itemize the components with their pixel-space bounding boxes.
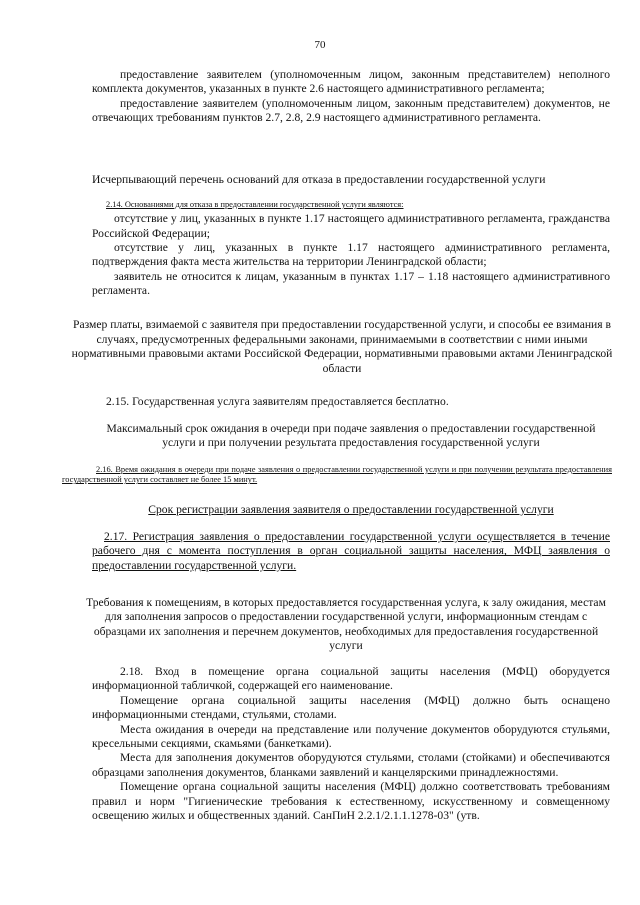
registration-text: 2.17. Регистрация заявления о предоставлении государственной услуги осуществляется в течение рабочего дня с момента поступления в орган социальной защиты населения, МФЦ заявления о предоставлении государственной услуги. (92, 530, 610, 572)
intro-paragraph-2: предоставление заявителем (уполномоченным лицом, законным представителем) документов, не отвечающих требованиям пунктов 2.7, 2.8, 2.9 настоящего административного регламента. (92, 96, 610, 125)
premises-paragraph-1: 2.18. Вход в помещение органа социальной защиты населения (МФЦ) оборудуется информационной табличкой, содержащей его наименование. (92, 665, 610, 693)
fee-heading: Размер платы, взимаемой с заявителя при предоставлении государственной услуги, и способы ее взимания в случаях, предусмотренных федеральными законами, принимаемыми в соответствии с ними иными нормативными правовыми актами Российской Федерации, нормативными правовыми актами Ленинградской области (71, 318, 613, 375)
premises-paragraph-4: Места для заполнения документов оборудуются стульями, столами (стойками) и обеспечиваются образцами заполнения документов, бланками заявлений и канцелярскими принадлежностями. (92, 751, 610, 779)
registration-heading: Срок регистрации заявления заявителя о предоставлении государственной услуги (148, 503, 554, 516)
premises-paragraph-3: Места ожидания в очереди на представление или получение документов оборудуются стульями, кресельными секциями, скамьями (банкетками). (92, 722, 610, 751)
fee-text: 2.15. Государственная услуга заявителям предоставляется бесплатно. (106, 395, 449, 408)
premises-heading: Требования к помещениям, в которых предоставляется государственная услуга, к залу ожидания, местам для заполнения запросов о предоставлении государственной услуги, информационным стендам с образцами их заполнения и перечнем документов, необходимых для предоставления государственной услуги (86, 596, 606, 653)
intro-paragraph-1: предоставление заявителем (уполномоченным лицом, законным представителем) неполного комплекта документов, указанных в пункте 2.6 настоящего административного регламента; (92, 68, 610, 96)
page-number: 70 (314, 39, 326, 51)
premises-section (92, 665, 610, 823)
refusal-section (92, 200, 610, 299)
refusal-lead: 2.14. Основаниями для отказа в предоставлении государственной услуги являются: (106, 200, 404, 209)
refusal-item-3: заявитель не относится к лицам, указанным в пунктах 1.17 – 1.18 настоящего административного регламента. (92, 269, 610, 298)
waiting-text: 2.16. Время ожидания в очереди при подаче заявления о предоставлении государственной услуги и при получении результата предоставления государственной услуги составляет не более 15 минут. (62, 465, 612, 485)
refusal-item-2: отсутствие у лиц, указанных в пункте 1.17 настоящего административного регламента, подтверждения факта места жительства на территории Ленинградской области; (92, 241, 610, 269)
waiting-heading: Максимальный срок ожидания в очереди при подаче заявления о предоставлении государственной услуги и при получении результата предоставления государственной услуги (106, 422, 596, 450)
premises-paragraph-2: Помещение органа социальной защиты населения (МФЦ) должно быть оснащено информационными стендами, стульями, столами. (92, 693, 610, 722)
refusal-item-1: отсутствие у лиц, указанных в пункте 1.17 настоящего административного регламента, гражданства Российской Федерации; (92, 212, 610, 240)
premises-paragraph-5: Помещение органа социальной защиты населения (МФЦ) должно соответствовать требованиям правил и норм "Гигиенические требования к естественному, искусственному и совмещенному освещению жилых и общественных зданий. СанПиН 2.2.1/2.1.1.1278-03" (утв. (92, 780, 610, 823)
intro-section (92, 68, 610, 126)
refusal-heading: Исчерпывающий перечень оснований для отказа в предоставлении государственной услуги (92, 173, 546, 186)
